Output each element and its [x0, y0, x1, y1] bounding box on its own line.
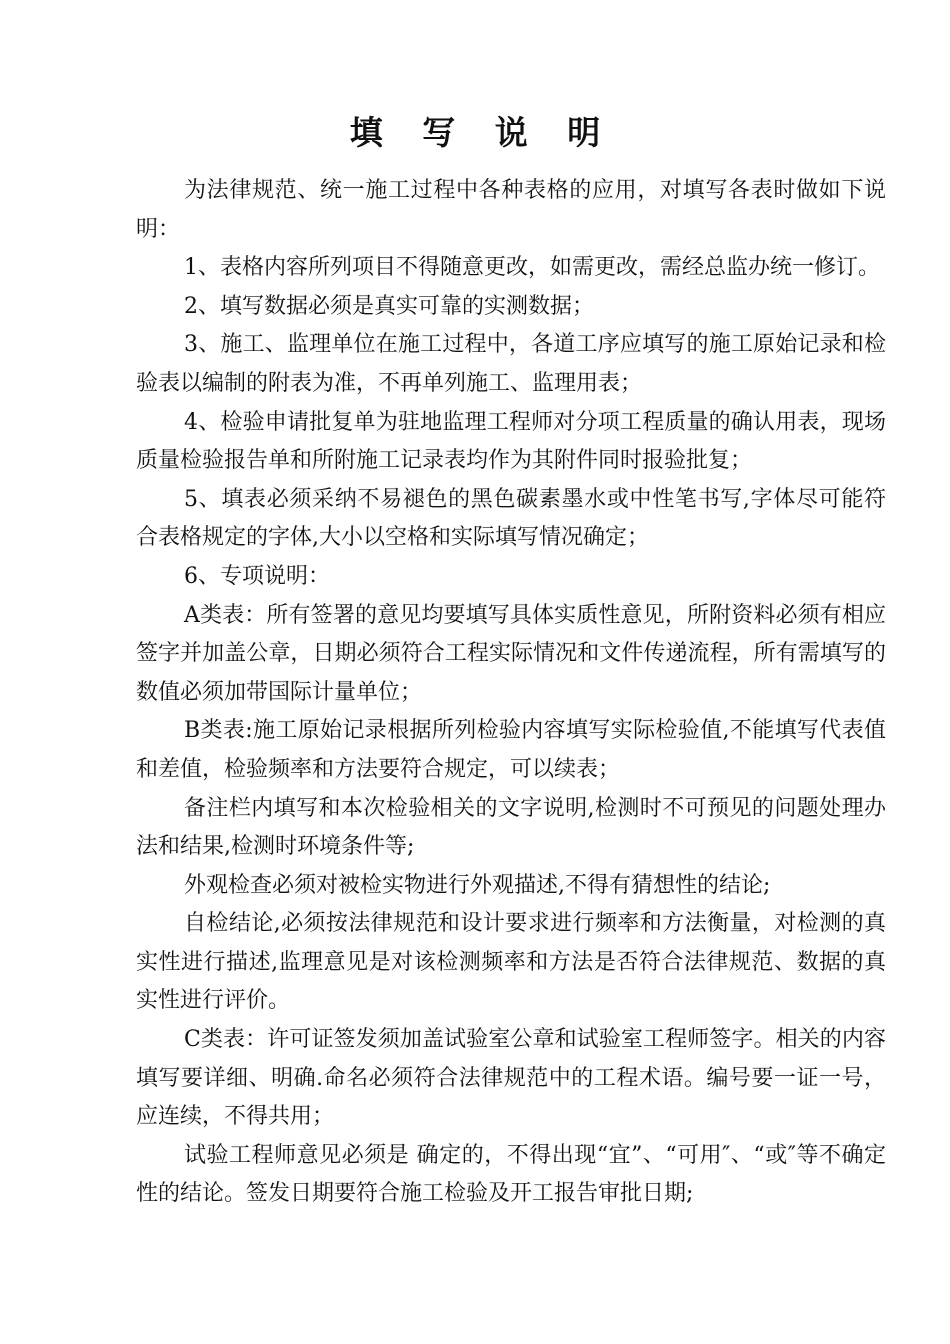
paragraph-class-b: B类表:施工原始记录根据所列检验内容填写实际检验值,不能填写代表值和差值，检验频率和方法要符合规定，可以续表；: [136, 718, 886, 782]
paragraph-class-a: A类表：所有签署的意见均要填写具体实质性意见，所附资料必须有相应签字并加盖公章，日期必须符合工程实际情况和文件传递流程，所有需填写的数值必须加带国际计量单位；: [136, 602, 886, 705]
document-title: 填 写 说 明: [349, 113, 615, 152]
paragraph-item-2: 2、填写数据必须是真实可靠的实测数据；: [184, 293, 594, 319]
paragraph-remarks: 备注栏内填写和本次检验相关的文字说明,检测时不可预见的问题处理办法和结果,检测时环境条件等;: [136, 795, 886, 860]
paragraph-item-6: 6、专项说明：: [184, 563, 330, 589]
paragraph-item-1: 1、表格内容所列项目不得随意更改，如需更改，需经总监办统一修订。: [184, 255, 880, 281]
paragraph-item-3: 3、施工、监理单位在施工过程中，各道工序应填写的施工原始记录和检验表以编制的附表为准，不再单列施工、监理用表；: [136, 332, 886, 396]
paragraph-item-5: 5、填表必须采纳不易褪色的黑色碳素墨水或中性笔书写,字体尽可能符合表格规定的字体,大小以空格和实际填写情况确定；: [136, 486, 886, 551]
paragraph-self-check: 自检结论,必须按法律规范和设计要求进行频率和方法衡量，对检测的真实性进行描述,监理意见是对该检测频率和方法是否符合法律规范、数据的真实性进行评价。: [136, 911, 886, 1014]
paragraph-intro: 为法律规范、统一施工过程中各种表格的应用，对填写各表时做如下说明：: [136, 178, 886, 242]
paragraph-appearance: 外观检查必须对被检实物进行外观描述,不得有猜想性的结论;: [184, 872, 771, 898]
paragraph-class-c: C类表：许可证签发须加盖试验室公章和试验室工程师签字。相关的内容填写要详细、明确.命名必须符合法律规范中的工程术语。编号要一证一号，应连续，不得共用；: [136, 1027, 886, 1130]
paragraph-item-4: 4、检验申请批复单为驻地监理工程师对分项工程质量的确认用表，现场质量检验报告单和所附施工记录表均作为其附件同时报验批复；: [136, 409, 886, 474]
document-body: [136, 172, 886, 1214]
paragraph-engineer-opinion: 试验工程师意见必须是 确定的，不得出现“宜”、“可用″、“或″等不确定性的结论。签发日期要符合施工检验及开工报告审批日期;: [136, 1142, 886, 1207]
